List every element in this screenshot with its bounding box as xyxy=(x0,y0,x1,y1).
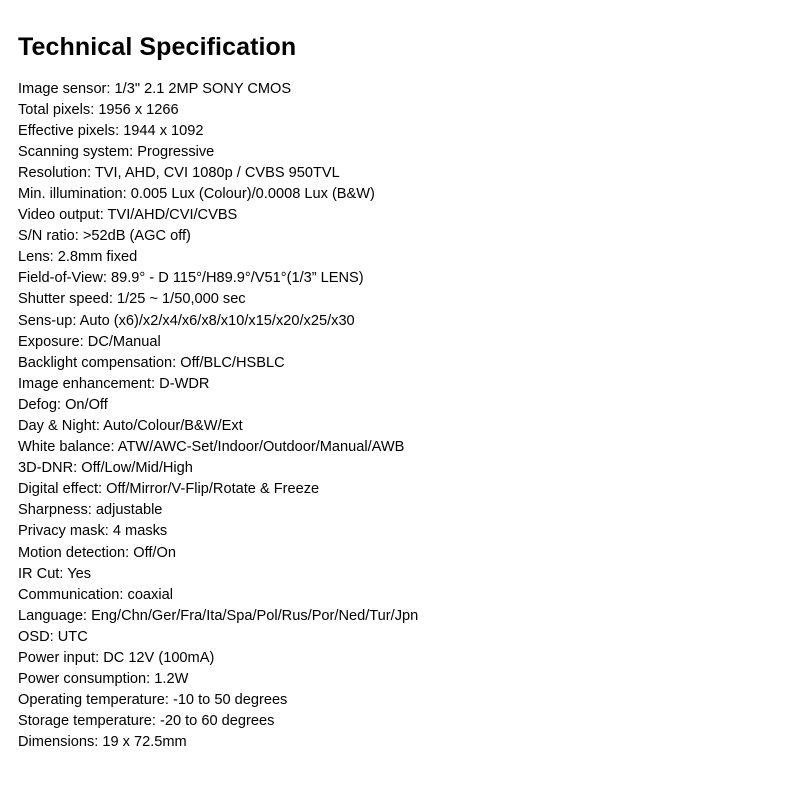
spec-label: Communication: xyxy=(18,586,124,603)
spec-value: Off/Mirror/V-Flip/Rotate & Freeze xyxy=(106,481,320,498)
spec-value: Auto (x6)/x2/x4/x6/x8/x10/x15/x20/x25/x30 xyxy=(79,312,355,329)
spec-value: DC 12V (100mA) xyxy=(103,650,215,667)
list-item xyxy=(18,564,780,585)
spec-value: coaxial xyxy=(127,586,173,603)
list-item xyxy=(18,437,780,458)
spec-value: Yes xyxy=(67,565,92,582)
spec-label: Power consumption: xyxy=(18,671,151,688)
list-item xyxy=(18,669,780,690)
spec-label: Effective pixels: xyxy=(18,122,120,139)
spec-value: Progressive xyxy=(137,143,215,160)
spec-label: 3D-DNR: xyxy=(18,460,78,477)
list-item xyxy=(18,711,780,732)
spec-value: UTC xyxy=(57,628,88,645)
list-item xyxy=(18,374,780,395)
spec-value: 89.9° - D 115°/H89.9°/V51°(1/3” LENS) xyxy=(111,270,364,287)
spec-value: DC/Manual xyxy=(87,333,161,350)
list-item xyxy=(18,121,780,142)
spec-label: Image enhancement: xyxy=(18,375,156,392)
spec-value: Eng/Chn/Ger/Fra/Ita/Spa/Pol/Rus/Por/Ned/Tur/Jpn xyxy=(91,607,419,624)
spec-value: 19 x 72.5mm xyxy=(102,734,187,751)
spec-value: -10 to 50 degrees xyxy=(172,692,288,709)
list-item xyxy=(18,184,780,205)
spec-label: IR Cut: xyxy=(18,565,64,582)
spec-value: >52dB (AGC off) xyxy=(82,228,191,245)
list-item xyxy=(18,648,780,669)
spec-value: 0.005 Lux (Colour)/0.0008 Lux (B&W) xyxy=(130,185,375,202)
spec-label: Shutter speed: xyxy=(18,291,113,308)
list-item xyxy=(18,416,780,437)
list-item xyxy=(18,353,780,374)
list-item xyxy=(18,606,780,627)
spec-label: Video output: xyxy=(18,207,104,224)
spec-label: Day & Night: xyxy=(18,418,100,434)
spec-label: Min. illumination: xyxy=(18,185,127,202)
list-item xyxy=(18,163,780,184)
list-item xyxy=(18,585,780,606)
list-item xyxy=(18,332,780,353)
page-title: Technical Specification xyxy=(18,33,297,61)
spec-value: Off/Low/Mid/High xyxy=(81,460,193,477)
spec-label: Defog: xyxy=(18,396,61,413)
spec-label: S/N ratio: xyxy=(18,228,79,245)
spec-label: Dimensions: xyxy=(18,734,99,751)
spec-label: Total pixels: xyxy=(18,101,95,118)
list-item xyxy=(18,100,780,121)
spec-label: Digital effect: xyxy=(18,481,103,498)
spec-label: OSD: xyxy=(18,628,54,645)
list-item xyxy=(18,458,780,479)
spec-label: White balance: xyxy=(18,439,115,456)
spec-label: Sharpness: xyxy=(18,502,92,519)
spec-value: 2.8mm fixed xyxy=(57,249,138,266)
spec-value: adjustable xyxy=(95,502,163,519)
list-item xyxy=(18,395,780,416)
spec-label: Language: xyxy=(18,607,87,624)
list-item xyxy=(18,500,780,521)
spec-label: Lens: xyxy=(18,249,54,266)
spec-value: 1/25 ~ 1/50,000 sec xyxy=(117,291,246,308)
spec-value: TVI, AHD, CVI 1080p / CVBS 950TVL xyxy=(94,164,340,181)
spec-value: Auto/Colour/B&W/Ext xyxy=(103,418,243,434)
spec-label: Resolution: xyxy=(18,164,92,181)
specification-list xyxy=(18,79,780,754)
list-item xyxy=(18,690,780,711)
spec-value: Off/BLC/HSBLC xyxy=(180,354,285,371)
spec-value: On/Off xyxy=(65,396,108,413)
spec-label: Backlight compensation: xyxy=(18,354,177,371)
list-item xyxy=(18,142,780,163)
spec-value: 1.2W xyxy=(154,671,189,688)
spec-value: D-WDR xyxy=(159,375,210,392)
spec-label: Image sensor: xyxy=(18,80,111,97)
list-item xyxy=(18,543,780,564)
spec-value: 1956 x 1266 xyxy=(98,101,179,118)
spec-value: Off/On xyxy=(133,544,176,561)
spec-value: 4 masks xyxy=(112,523,168,540)
spec-label: Scanning system: xyxy=(18,143,134,160)
list-item xyxy=(18,205,780,226)
spec-value: 1/3" 2.1 2MP SONY CMOS xyxy=(114,80,292,97)
spec-value: 1944 x 1092 xyxy=(123,122,204,139)
list-item xyxy=(18,79,780,100)
spec-label: Storage temperature: xyxy=(18,713,156,730)
list-item xyxy=(18,627,780,648)
spec-label: Operating temperature: xyxy=(18,692,169,709)
spec-label: Privacy mask: xyxy=(18,523,109,540)
spec-value: TVI/AHD/CVI/CVBS xyxy=(107,207,238,224)
list-item xyxy=(18,268,780,289)
list-item xyxy=(18,226,780,247)
spec-label: Exposure: xyxy=(18,333,84,350)
list-item xyxy=(18,247,780,268)
list-item xyxy=(18,311,780,332)
list-item xyxy=(18,289,780,310)
spec-label: Power input: xyxy=(18,650,100,667)
spec-label: Field-of-View: xyxy=(18,270,107,287)
spec-label: Sens-up: xyxy=(18,312,77,329)
list-item xyxy=(18,479,780,500)
spec-value: -20 to 60 degrees xyxy=(159,713,275,730)
spec-label: Motion detection: xyxy=(18,544,130,561)
list-item xyxy=(18,521,780,542)
list-item xyxy=(18,732,780,753)
spec-value: ATW/AWC-Set/Indoor/Outdoor/Manual/AWB xyxy=(117,439,405,456)
